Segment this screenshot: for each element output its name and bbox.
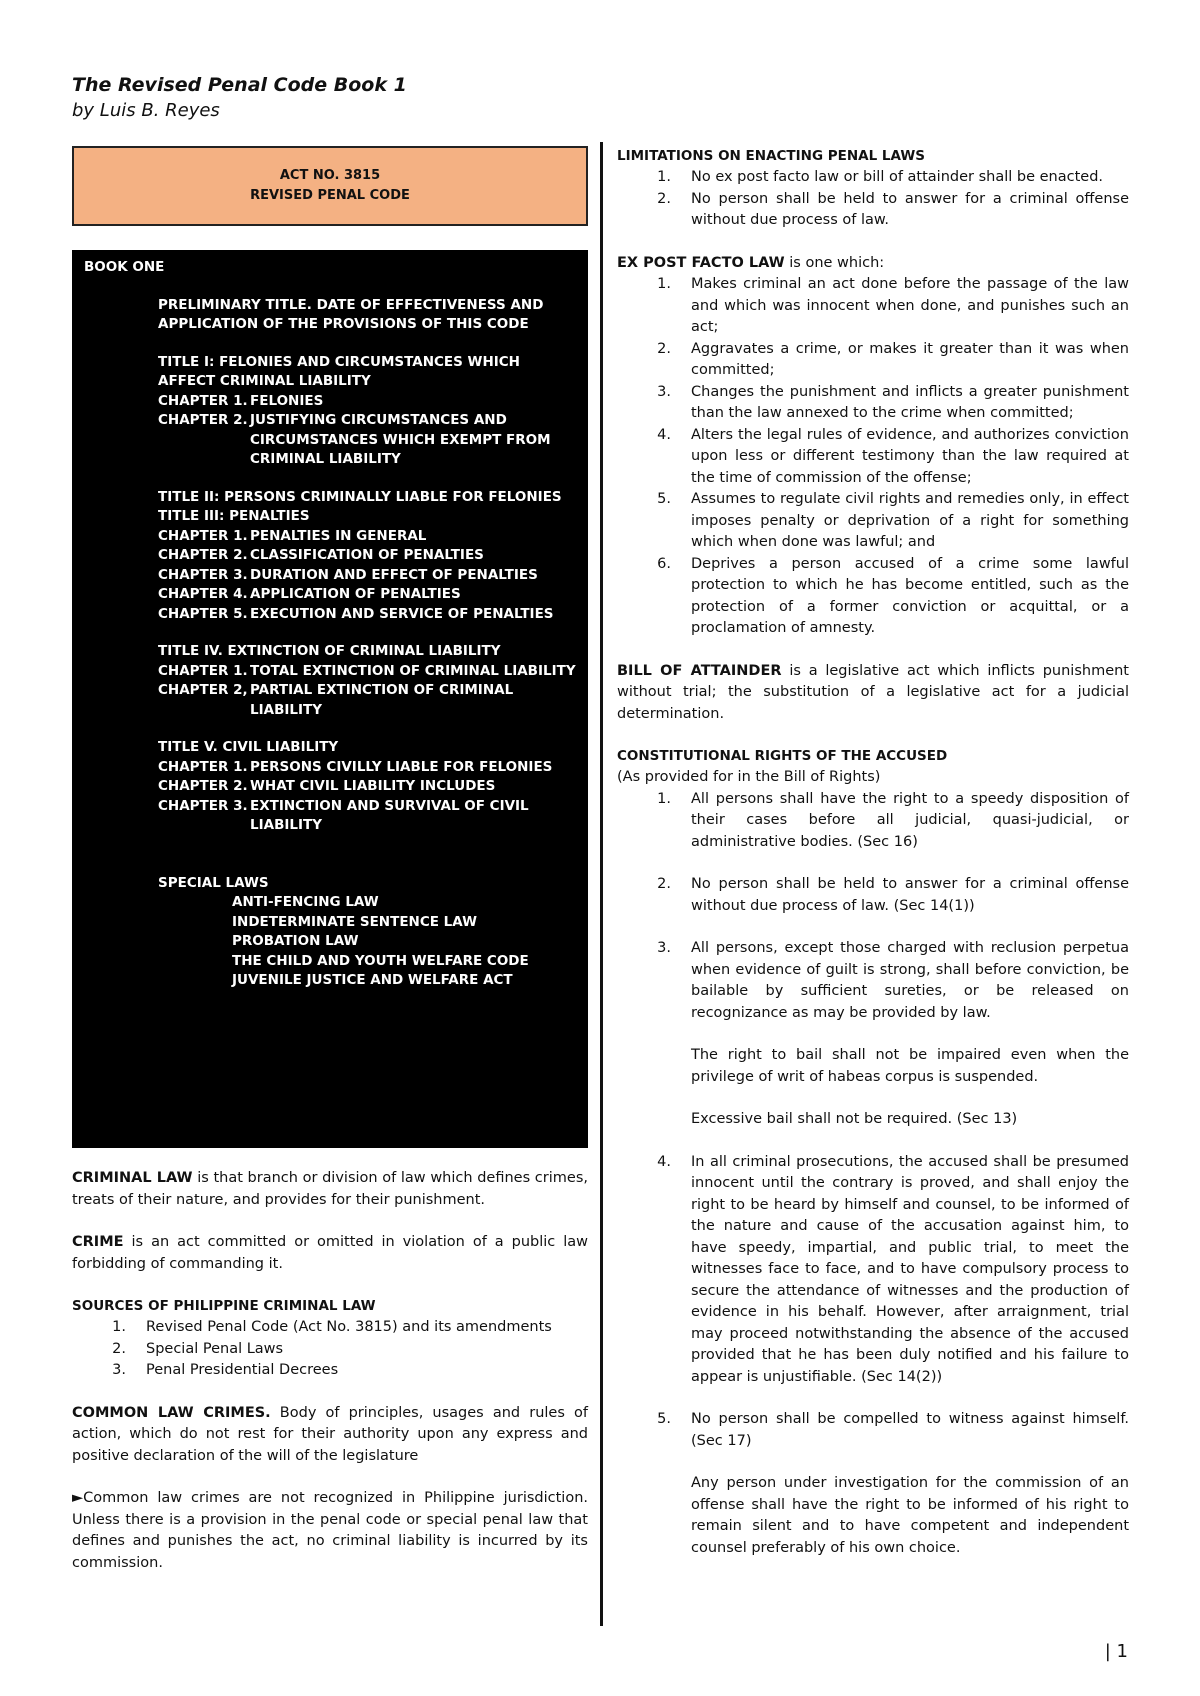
ex-post-facto-intro	[617, 253, 1129, 275]
toc-chapter-title: FELONIES	[250, 392, 324, 409]
list-number: 4.	[657, 1153, 671, 1170]
toc-special-law-item: JUVENILE JUSTICE AND WELFARE ACT	[232, 972, 513, 988]
toc-chapter	[158, 681, 578, 720]
defined-term: EX POST FACTO LAW	[617, 254, 785, 271]
toc-special-law-item: PROBATION LAW	[232, 933, 359, 949]
list-number: 2.	[657, 876, 671, 892]
list-item-paragraph: Any person under investigation for the commission of an offense shall have the right to be informed of his right to remain silent and to have competent and independent counsel preferably of his own choice.	[691, 1475, 1129, 1556]
list-number: 3.	[657, 940, 671, 956]
toc-special-laws	[84, 874, 578, 991]
left-column	[72, 146, 588, 1595]
limitations-list	[617, 167, 1129, 232]
list-text: Aggravates a crime, or makes it greater than it was when committed;	[691, 340, 1129, 378]
toc-chapter-title: WHAT CIVIL LIABILITY INCLUDES	[250, 778, 496, 794]
list-item	[72, 1317, 588, 1339]
toc-chapter-number: CHAPTER 2.	[158, 547, 248, 563]
list-number: 1.	[657, 790, 671, 807]
list-item	[617, 382, 1129, 425]
toc-special-laws-heading: SPECIAL LAWS	[158, 874, 269, 891]
rights-list	[617, 789, 1129, 1560]
list-text: Alters the legal rules of evidence, and authorizes conviction upon less or different testimony than the law required at the time of commission of the offense;	[691, 426, 1129, 486]
list-item	[617, 189, 1129, 232]
sources-list	[72, 1317, 588, 1382]
defined-term: CRIMINAL LAW	[72, 1170, 193, 1186]
toc-chapter	[158, 777, 578, 797]
list-item	[617, 489, 1129, 554]
table-of-contents	[72, 250, 588, 1148]
list-text: All persons, except those charged with reclusion perpetua when evidence of guilt is strong, shall before conviction, be bailable by sufficient sureties, or be released on recognizance as may be provided by law.	[691, 940, 1129, 1021]
toc-chapter	[158, 585, 578, 605]
list-text: Revised Penal Code (Act No. 3815) and its amendments	[146, 1319, 552, 1335]
list-item	[617, 789, 1129, 854]
toc-chapter-number: CHAPTER 2.	[158, 778, 248, 794]
toc-title-1	[84, 353, 578, 470]
toc-chapter-title: PARTIAL EXTINCTION OF CRIMINAL LIABILITY	[250, 682, 514, 718]
column-divider	[600, 142, 603, 1626]
defined-term: COMMON LAW CRIMES.	[72, 1404, 271, 1421]
definition-text: is a legislative act which inflicts punishment without trial; the substitution of a legislative act for a judicial determination.	[617, 662, 1129, 722]
list-item	[617, 425, 1129, 490]
list-text: Deprives a person accused of a crime some lawful protection to which he has become entitled, such as the protection of a former conviction or acquittal, or a proclamation of amnesty.	[691, 555, 1129, 636]
toc-chapter-title: TOTAL EXTINCTION OF CRIMINAL LIABILITY	[250, 662, 576, 679]
list-item	[617, 167, 1129, 189]
list-text: Changes the punishment and inflicts a greater punishment than the law annexed to the crime when committed;	[691, 383, 1129, 421]
list-item	[617, 1152, 1129, 1389]
definition-text: Body of principles, usages and rules of action, which do not rest for their authority upon any express and positive declaration of the will of the legislature	[72, 1404, 588, 1464]
page-number: | 1	[1104, 1641, 1128, 1662]
list-item-paragraph: Excessive bail shall not be required. (Sec 13)	[691, 1111, 1018, 1127]
toc-preliminary-title: PRELIMINARY TITLE. DATE OF EFFECTIVENESS AND APPLICATION OF THE PROVISIONS OF THIS CODE	[158, 296, 544, 332]
toc-chapter	[158, 546, 578, 566]
list-number: 1.	[112, 1319, 126, 1335]
toc-title-heading: TITLE V. CIVIL LIABILITY	[158, 739, 339, 755]
list-number: 4.	[657, 426, 671, 443]
crime-definition	[72, 1232, 588, 1275]
toc-chapter	[158, 527, 578, 547]
toc-chapter-title: PERSONS CIVILLY LIABLE FOR FELONIES	[250, 758, 553, 775]
list-text: In all criminal prosecutions, the accused shall be presumed innocent until the contrary is proved, and shall enjoy the right to be heard by himself and counsel, to be informed of the nature and cause of the accusation against him, to have speedy, impartial, and public trial, to meet the witnesses face to face, and to have compulsory process to secure the attendance of witnesses and the production of evidence in his behalf. However, after arraignment, trial may proceed notwithstanding the absence of the accused provided that he has been duly notified and his failure to appear is unjustifiable. (Sec 14(2))	[691, 1153, 1129, 1385]
list-number: 2.	[112, 1340, 126, 1357]
definition-text: is that branch or division of law which defines crimes, treats of their nature, and provides for their punishment.	[72, 1170, 588, 1208]
section-subheading: (As provided for in the Bill of Rights)	[617, 769, 881, 785]
list-item	[617, 339, 1129, 382]
section-heading: LIMITATIONS ON ENACTING PENAL LAWS	[617, 148, 925, 164]
toc-title-heading: TITLE IV. EXTINCTION OF CRIMINAL LIABILITY	[158, 643, 501, 659]
toc-special-law-item: ANTI-FENCING LAW	[232, 894, 379, 910]
act-name: REVISED PENAL CODE	[250, 188, 410, 203]
list-text: Penal Presidential Decrees	[146, 1362, 339, 1378]
toc-chapter-number: CHAPTER 3.	[158, 566, 248, 583]
list-item-paragraph: The right to bail shall not be impaired even when the privilege of writ of habeas corpus is suspended.	[691, 1047, 1129, 1085]
toc-title-4	[84, 642, 578, 720]
list-item	[72, 1360, 588, 1382]
right-column	[617, 146, 1129, 1580]
toc-chapter-number: CHAPTER 2,	[158, 682, 248, 698]
toc-chapter	[158, 662, 578, 682]
list-number: 2.	[657, 340, 671, 357]
list-item	[617, 874, 1129, 917]
common-law-crimes-definition	[72, 1403, 588, 1468]
list-item	[72, 1339, 588, 1361]
toc-chapter-title: CLASSIFICATION OF PENALTIES	[250, 547, 484, 563]
toc-book-heading: BOOK ONE	[84, 259, 165, 275]
toc-chapter-title: DURATION AND EFFECT OF PENALTIES	[250, 566, 538, 583]
list-text: No person shall be held to answer for a criminal offense without due process of law. (Sec 14(1))	[691, 876, 1129, 914]
list-text: Makes criminal an act done before the passage of the law and which was innocent when done, and punishes such an act;	[691, 276, 1129, 335]
list-text: Special Penal Laws	[146, 1340, 284, 1357]
defined-term: CRIME	[72, 1234, 124, 1250]
toc-chapter-number: CHAPTER 2.	[158, 412, 248, 428]
list-text: All persons shall have the right to a speedy disposition of their cases before all judicial, quasi-judicial, or administrative bodies. (Sec 16)	[691, 790, 1129, 850]
toc-chapter-number: CHAPTER 1.	[158, 392, 248, 409]
toc-special-law-item: THE CHILD AND YOUTH WELFARE CODE	[232, 952, 529, 969]
toc-chapter-title: PENALTIES IN GENERAL	[250, 527, 427, 544]
list-number: 2.	[657, 190, 671, 207]
section-heading: SOURCES OF PHILIPPINE CRIMINAL LAW	[72, 1298, 376, 1314]
list-text: No person shall be held to answer for a criminal offense without due process of law.	[691, 190, 1129, 228]
list-text: No person shall be compelled to witness against himself. (Sec 17)	[691, 1411, 1129, 1449]
common-law-note: ►Common law crimes are not recognized in Philippine jurisdiction. Unless there is a provision in the penal code or special penal law that defines and punishes the act, no criminal liability is incurred by its commission.	[72, 1490, 588, 1571]
definition-text: is an act committed or omitted in violation of a public law forbidding of commanding it.	[72, 1234, 588, 1272]
act-number: ACT NO. 3815	[279, 168, 381, 183]
section-heading: CONSTITUTIONAL RIGHTS OF THE ACCUSED	[617, 748, 948, 764]
toc-chapter-number: CHAPTER 1.	[158, 758, 248, 775]
list-text: No ex post facto law or bill of attainder shall be enacted.	[691, 169, 1104, 185]
definition-text: is one which:	[784, 254, 885, 271]
list-number: 3.	[657, 383, 671, 400]
toc-chapter-number: CHAPTER 3.	[158, 797, 248, 814]
ex-post-facto-list	[617, 274, 1129, 640]
list-item	[617, 554, 1129, 640]
list-number: 3.	[112, 1362, 126, 1378]
toc-title-heading: TITLE III: PENALTIES	[158, 508, 310, 524]
list-number: 1.	[657, 276, 671, 292]
bill-of-attainder-definition	[617, 661, 1129, 726]
toc-chapter	[158, 605, 578, 625]
list-number: 5.	[657, 491, 671, 507]
list-number: 6.	[657, 555, 671, 572]
toc-special-law-item: INDETERMINATE SENTENCE LAW	[232, 913, 477, 930]
toc-title-heading: TITLE II: PERSONS CRIMINALLY LIABLE FOR FELONIES	[158, 488, 562, 505]
list-item	[617, 1409, 1129, 1452]
toc-chapter-number: CHAPTER 5.	[158, 605, 248, 622]
list-item	[617, 938, 1129, 1024]
toc-chapter-title: EXECUTION AND SERVICE OF PENALTIES	[250, 605, 554, 622]
document-title: The Revised Penal Code Book 1	[72, 74, 407, 96]
toc-chapter-title: JUSTIFYING CIRCUMSTANCES AND CIRCUMSTANCES WHICH EXEMPT FROM CRIMINAL LIABILITY	[250, 412, 551, 467]
act-title-box	[72, 146, 588, 226]
toc-chapter	[158, 566, 578, 586]
list-text: Assumes to regulate civil rights and remedies only, in effect imposes penalty or deprivation of a right for something which when done was lawful; and	[691, 491, 1129, 550]
toc-chapter-title: EXTINCTION AND SURVIVAL OF CIVIL LIABILITY	[250, 797, 529, 833]
toc-chapter-number: CHAPTER 1.	[158, 527, 248, 544]
list-number: 1.	[657, 169, 671, 185]
toc-chapter-number: CHAPTER 4.	[158, 586, 248, 602]
document-author: by Luis B. Reyes	[72, 100, 220, 121]
list-number: 5.	[657, 1411, 671, 1427]
toc-title-heading: TITLE I: FELONIES AND CIRCUMSTANCES WHICH AFFECT CRIMINAL LIABILITY	[158, 353, 520, 389]
toc-title-5	[84, 738, 578, 836]
toc-chapter-title: APPLICATION OF PENALTIES	[250, 586, 461, 602]
toc-chapter-number: CHAPTER 1.	[158, 662, 248, 679]
criminal-law-definition	[72, 1168, 588, 1211]
toc-title-3	[84, 507, 578, 624]
toc-title-2	[84, 488, 578, 508]
list-item	[617, 274, 1129, 339]
toc-chapter	[158, 392, 578, 412]
defined-term: BILL OF ATTAINDER	[617, 662, 782, 679]
toc-chapter	[158, 411, 578, 470]
toc-chapter	[158, 758, 578, 778]
toc-chapter	[158, 797, 578, 836]
